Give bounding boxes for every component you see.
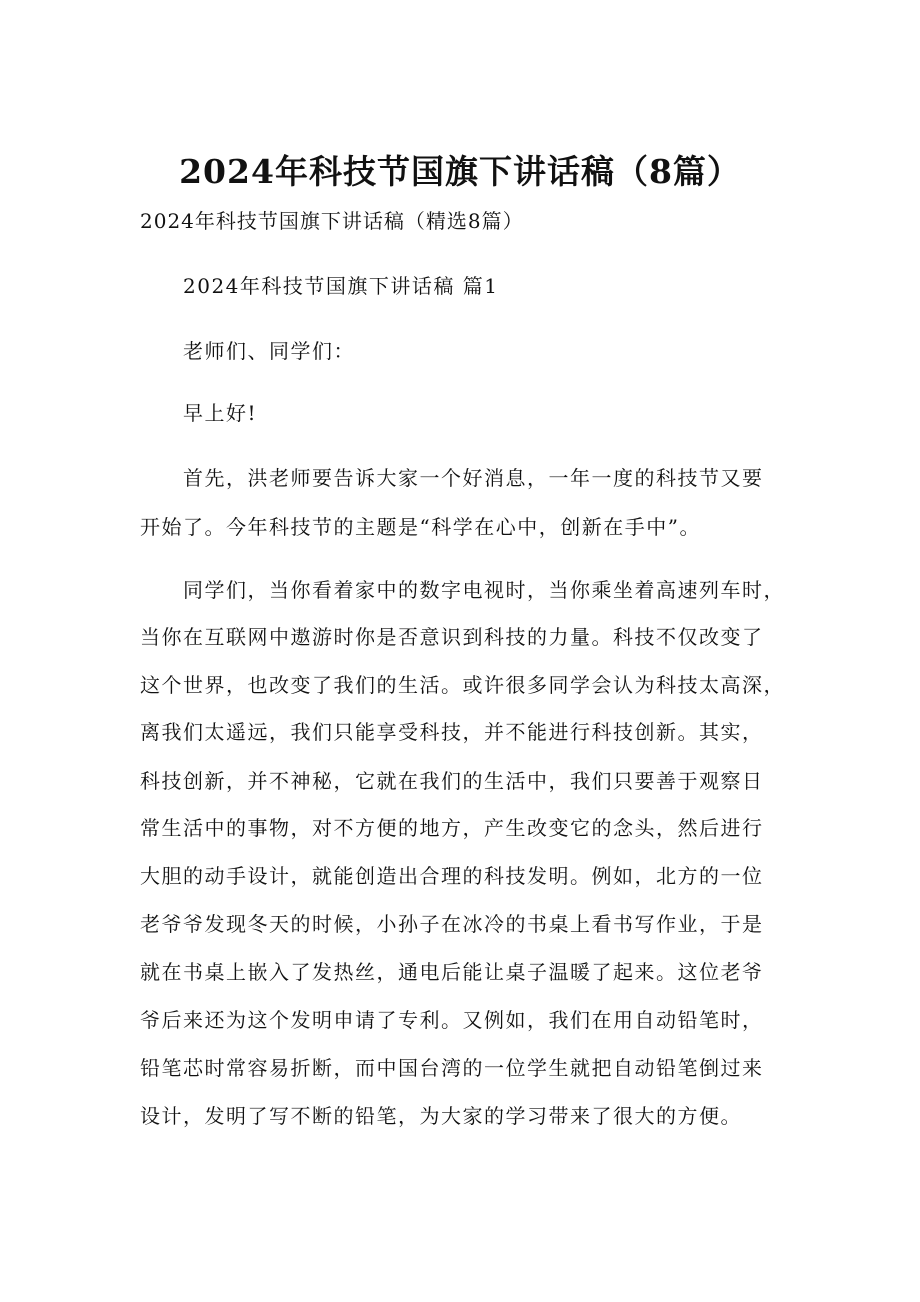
paragraph-1-line-2: 开始了。今年科技节的主题是“科学在心中，创新在手中”。 bbox=[140, 515, 701, 539]
paragraph-1-line-1: 首先，洪老师要告诉大家一个好消息，一年一度的科技节又要 bbox=[183, 466, 764, 490]
paragraph-2-line-7: 大胆的动手设计，就能创造出合理的科技发明。例如，北方的一位 bbox=[140, 864, 764, 888]
paragraph-2-line-10: 爷后来还为这个发明申请了专利。又例如，我们在用自动铅笔时， bbox=[140, 1008, 764, 1032]
paragraph-2-line-12: 设计，发明了写不断的铅笔，为大家的学习带来了很大的方便。 bbox=[140, 1104, 742, 1128]
document-title: 2024年科技节国旗下讲话稿（8篇） bbox=[179, 152, 741, 191]
paragraph-2-line-8: 老爷爷发现冬天的时候，小孙子在冰冷的书桌上看书写作业，于是 bbox=[140, 912, 764, 936]
salutation: 老师们、同学们： bbox=[183, 339, 355, 363]
section-heading: 2024年科技节国旗下讲话稿 篇1 bbox=[183, 274, 499, 298]
greeting: 早上好! bbox=[183, 401, 258, 425]
paragraph-2-line-4: 离我们太遥远，我们只能享受科技，并不能进行科技创新。其实， bbox=[140, 720, 764, 744]
paragraph-2-line-5: 科技创新，并不神秘，它就在我们的生活中，我们只要善于观察日 bbox=[140, 769, 764, 793]
paragraph-2-line-2: 当你在互联网中遨游时你是否意识到科技的力量。科技不仅改变了 bbox=[140, 625, 764, 649]
document-subtitle: 2024年科技节国旗下讲话稿（精选8篇） bbox=[140, 209, 524, 233]
paragraph-2-line-11: 铅笔芯时常容易折断，而中国台湾的一位学生就把自动铅笔倒过来 bbox=[140, 1056, 764, 1080]
paragraph-2-line-9: 就在书桌上嵌入了发热丝，通电后能让桌子温暖了起来。这位老爷 bbox=[140, 960, 764, 984]
paragraph-2-line-3: 这个世界，也改变了我们的生活。或许很多同学会认为科技太高深， bbox=[140, 673, 785, 697]
paragraph-2-line-1: 同学们，当你看着家中的数字电视时，当你乘坐着高速列车时， bbox=[183, 578, 785, 602]
paragraph-2-line-6: 常生活中的事物，对不方便的地方，产生改变它的念头，然后进行 bbox=[140, 816, 764, 840]
